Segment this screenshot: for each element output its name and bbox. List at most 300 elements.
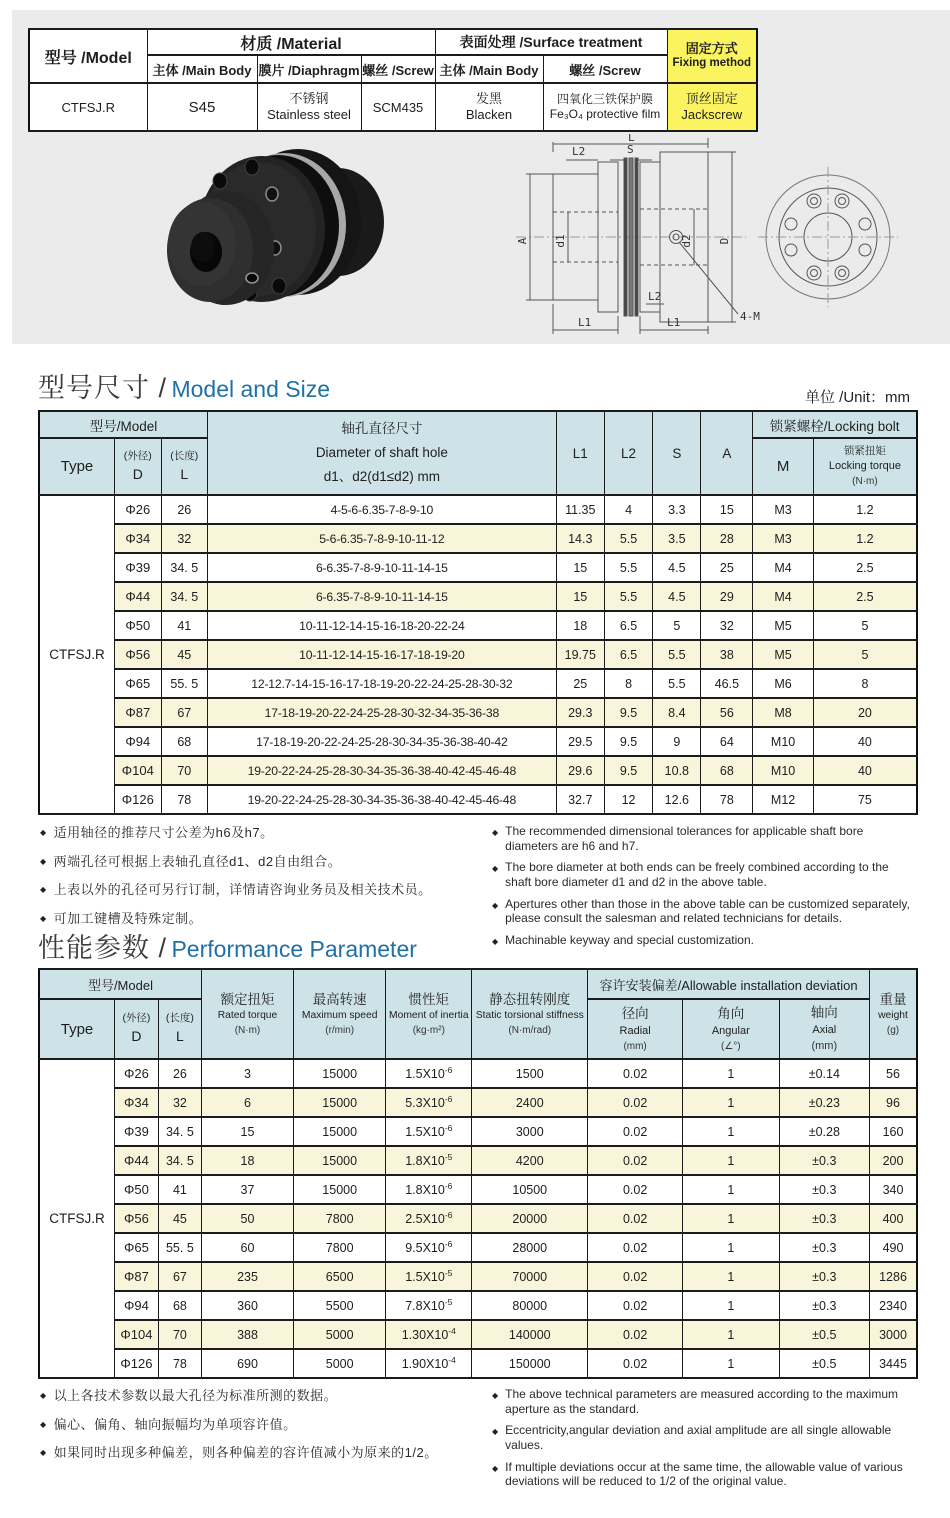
size-table	[38, 410, 918, 815]
note-item	[490, 897, 916, 926]
diamond-bullet-icon: ◆	[40, 1419, 47, 1429]
size-header-torque	[813, 438, 917, 495]
cell-a: 46.5	[701, 669, 753, 698]
cell-torque: 360	[201, 1291, 293, 1320]
diamond-bullet-icon: ◆	[492, 1427, 499, 1437]
cell-torque: 3	[201, 1059, 293, 1088]
cell-a: 32	[701, 611, 753, 640]
cell-torque: 20	[813, 698, 917, 727]
cell-s: 5.5	[653, 669, 701, 698]
size-header-l-sym: L	[180, 465, 189, 482]
product-photo	[148, 136, 400, 344]
cell-inertia: $2.5X10^{-6}$	[386, 1204, 472, 1233]
cell-inertia: $1.30X10^{-4}$	[386, 1320, 472, 1349]
note-item	[38, 853, 490, 871]
cell-angular: 1	[683, 1175, 780, 1204]
cell-s: 4.5	[653, 582, 701, 611]
cell-d: Φ94	[115, 1291, 159, 1320]
cell-s: 4.5	[653, 553, 701, 582]
cell-m: M5	[753, 640, 814, 669]
table-row	[39, 495, 917, 524]
cell-m: M4	[753, 553, 814, 582]
cell-torque: 8	[813, 669, 917, 698]
cell-l: 45	[161, 640, 208, 669]
spec-screw-value: SCM435	[361, 83, 435, 131]
cell-radial: 0.02	[588, 1233, 683, 1262]
spec-header-diaphragm: 膜片 /Diaphragm	[257, 55, 361, 83]
cell-speed: 7800	[294, 1233, 386, 1262]
table-row	[39, 727, 917, 756]
diamond-bullet-icon: ◆	[40, 885, 47, 895]
perf-header-inertia	[386, 969, 472, 1059]
perf-header-axial	[779, 999, 869, 1059]
spec-header-screw: 螺丝 /Screw	[361, 55, 435, 83]
cell-m: M8	[753, 698, 814, 727]
cell-radial: 0.02	[588, 1291, 683, 1320]
table-row	[39, 1204, 917, 1233]
size-header-torque-zh: 锁紧扭矩	[843, 444, 886, 457]
cell-m: M3	[753, 524, 814, 553]
cell-weight: 2340	[870, 1291, 917, 1320]
cell-holes: 12-12.7-14-15-16-17-18-19-20-22-24-25-28-30-32	[208, 669, 557, 698]
cell-l2: 4	[604, 495, 652, 524]
perf-header-angular-unit: (∠°)	[720, 1040, 741, 1052]
spec-model-value: CTFSJ.R	[29, 83, 147, 131]
perf-notes	[38, 1387, 916, 1496]
cell-d: Φ56	[115, 640, 162, 669]
cell-torque: 1.2	[813, 495, 917, 524]
cell-holes: 10-11-12-14-15-16-17-18-19-20	[208, 640, 557, 669]
perf-header-l-sym: L	[176, 1028, 184, 1045]
spec-surface-main-en: Blacken	[465, 107, 513, 122]
dim-label-L1-left: L1	[578, 316, 592, 329]
table-row	[39, 1262, 917, 1291]
perf-header-rated-en: Rated torque	[217, 1010, 278, 1022]
perf-header-d-sym: D	[131, 1028, 142, 1045]
cell-l2: 5.5	[604, 553, 652, 582]
spec-header-fixing	[667, 29, 757, 83]
cell-l: 26	[158, 1059, 201, 1088]
perf-header-speed-en: Maximum speed	[301, 1010, 378, 1022]
cell-inertia: $1.5X10^{-5}$	[386, 1262, 472, 1291]
size-header-l	[161, 438, 208, 495]
cell-s: 12.6	[653, 785, 701, 814]
perf-header-inertia-zh: 惯性矩	[408, 991, 450, 1007]
spec-surface-main-value	[435, 83, 543, 131]
size-header-locking-group: 锁紧螺栓/Locking bolt	[753, 411, 917, 438]
table-row	[39, 1146, 917, 1175]
cell-torque: 40	[813, 727, 917, 756]
dim-label-4M: 4-M	[740, 310, 760, 323]
perf-header-l	[158, 999, 201, 1059]
cell-inertia: $9.5X10^{-6}$	[386, 1233, 472, 1262]
cell-m: M12	[753, 785, 814, 814]
cell-stiffness: 80000	[472, 1291, 588, 1320]
size-header-a: A	[701, 411, 753, 495]
size-header-m: M	[753, 438, 814, 495]
diamond-bullet-icon: ◆	[492, 900, 499, 910]
note-text: 可加工键槽及特殊定制。	[53, 910, 203, 926]
spec-header-material: 材质 /Material	[147, 29, 435, 55]
spec-header-surface-screw: 螺丝 /Screw	[543, 55, 667, 83]
cell-radial: 0.02	[588, 1059, 683, 1088]
cell-speed: 15000	[294, 1117, 386, 1146]
cell-stiffness: 28000	[472, 1233, 588, 1262]
diamond-bullet-icon: ◆	[492, 828, 499, 837]
cell-torque: 50	[201, 1204, 293, 1233]
note-text: 两端孔径可根据上表轴孔直径d1、d2自由组合。	[53, 853, 342, 869]
cell-l: 78	[161, 785, 208, 814]
cell-d: Φ87	[115, 1262, 159, 1291]
cell-axial: ±0.5	[779, 1320, 869, 1349]
cell-torque: 235	[201, 1262, 293, 1291]
cell-a: 38	[701, 640, 753, 669]
perf-header-weight-unit: (g)	[886, 1024, 900, 1036]
perf-header-model-group: 型号/Model	[39, 969, 201, 999]
cell-stiffness: 20000	[472, 1204, 588, 1233]
cell-angular: 1	[683, 1233, 780, 1262]
size-header-shaft-en: Diameter of shaft hole	[315, 444, 448, 460]
table-row	[39, 524, 917, 553]
cell-axial: ±0.3	[779, 1291, 869, 1320]
cell-l: 55. 5	[161, 669, 208, 698]
cell-speed: 15000	[294, 1175, 386, 1204]
dim-label-D: D	[718, 237, 731, 245]
perf-header-rated-unit: (N·m)	[234, 1024, 261, 1036]
spec-header-fixing-zh: 固定方式	[685, 41, 738, 57]
cell-speed: 5000	[294, 1349, 386, 1378]
spec-table	[28, 28, 758, 132]
perf-header-weight-zh: 重量	[879, 991, 907, 1007]
perf-header-d	[115, 999, 159, 1059]
size-header-l-small: (长度)	[170, 449, 199, 462]
cell-l: 68	[158, 1291, 201, 1320]
cell-torque: 18	[201, 1146, 293, 1175]
cell-d: Φ26	[115, 1059, 159, 1088]
cell-l1: 29.5	[556, 727, 604, 756]
cell-holes: 17-18-19-20-22-24-25-28-30-32-34-35-36-38	[208, 698, 557, 727]
cell-d: Φ39	[115, 1117, 159, 1146]
cell-torque: 2.5	[813, 582, 917, 611]
perf-notes-en	[490, 1387, 916, 1496]
cell-axial: ±0.3	[779, 1175, 869, 1204]
cell-l1: 15	[556, 582, 604, 611]
cell-l: 67	[161, 698, 208, 727]
perf-header-stiff-en: Static torsional stiffness	[475, 1010, 584, 1022]
note-item	[490, 1387, 916, 1416]
perf-header-speed-zh: 最高转速	[312, 991, 367, 1007]
cell-d: Φ39	[115, 553, 162, 582]
table-row	[39, 698, 917, 727]
note-item	[490, 860, 916, 889]
table-row	[39, 1117, 917, 1146]
cell-axial: ±0.14	[779, 1059, 869, 1088]
cell-l: 70	[161, 756, 208, 785]
table-row	[39, 582, 917, 611]
perf-table	[38, 968, 918, 1379]
cell-d: Φ44	[115, 1146, 159, 1175]
cell-radial: 0.02	[588, 1146, 683, 1175]
cell-d: Φ34	[115, 524, 162, 553]
spec-header-surface-main: 主体 /Main Body	[435, 55, 543, 83]
perf-header-speed-unit: (r/min)	[325, 1024, 355, 1036]
note-text: The bore diameter at both ends can be freely combined according to the shaft bore diameter d1 and d2 in the above table.	[505, 860, 889, 889]
perf-header-axial-en: Axial	[812, 1023, 837, 1036]
cell-l: 68	[161, 727, 208, 756]
cell-stiffness: 10500	[472, 1175, 588, 1204]
cell-l2: 6.5	[604, 640, 652, 669]
dim-label-L1-right: L1	[667, 316, 681, 329]
table-row	[39, 640, 917, 669]
cell-inertia: $7.8X10^{-5}$	[386, 1291, 472, 1320]
cell-d: Φ104	[115, 756, 162, 785]
note-text: Apertures other than those in the above table can be customized separately, please consult the salesman and related technicians for details.	[505, 896, 910, 926]
table-row	[39, 756, 917, 785]
note-item	[38, 910, 490, 928]
size-header-l2: L2	[604, 411, 652, 495]
diamond-bullet-icon: ◆	[492, 1463, 499, 1473]
note-item	[38, 1444, 490, 1462]
cell-stiffness: 1500	[472, 1059, 588, 1088]
dim-label-S: S	[627, 143, 634, 156]
spec-diaphragm-en: Stainless steel	[267, 107, 351, 122]
cell-weight: 200	[870, 1146, 917, 1175]
cell-s: 8.4	[653, 698, 701, 727]
cell-weight: 56	[870, 1059, 917, 1088]
cell-s: 5	[653, 611, 701, 640]
cell-l1: 25	[556, 669, 604, 698]
spec-surface-screw-zh: 四氧化三铁保护膜	[557, 92, 654, 106]
note-item	[490, 933, 916, 948]
cell-m: M4	[753, 582, 814, 611]
unit-label: 单位 /Unit：mm	[804, 389, 910, 406]
cell-holes: 19-20-22-24-25-28-30-34-35-36-38-40-42-45-46-48	[208, 785, 557, 814]
size-section-title	[38, 366, 330, 402]
cell-l: 26	[161, 495, 208, 524]
cell-inertia: $1.8X10^{-6}$	[386, 1175, 472, 1204]
table-row	[39, 785, 917, 814]
cell-l: 32	[161, 524, 208, 553]
cell-l1: 29.6	[556, 756, 604, 785]
perf-header-d-small: (外径)	[122, 1012, 151, 1025]
spec-diaphragm-value	[257, 83, 361, 131]
note-item	[490, 1460, 916, 1489]
cell-a: 68	[701, 756, 753, 785]
note-text: 以上各技术参数以最大孔径为标准所测的数据。	[53, 1388, 338, 1403]
note-text: If multiple deviations occur at the same time, the allowable value of various deviations will be reduced to 1/2 of the original value.	[505, 1459, 903, 1489]
cell-s: 3.5	[653, 524, 701, 553]
cell-l2: 12	[604, 785, 652, 814]
cell-torque: 690	[201, 1349, 293, 1378]
table-row	[39, 1233, 917, 1262]
cell-l2: 5.5	[604, 582, 652, 611]
cell-axial: ±0.3	[779, 1146, 869, 1175]
diamond-bullet-icon: ◆	[40, 1391, 47, 1400]
perf-header-stiff-zh: 静态扭转刚度	[489, 991, 571, 1007]
cell-d: Φ126	[115, 785, 162, 814]
cell-a: 25	[701, 553, 753, 582]
cell-torque: 37	[201, 1175, 293, 1204]
cell-angular: 1	[683, 1204, 780, 1233]
cell-l: 34. 5	[158, 1146, 201, 1175]
spec-header-surface: 表面处理 /Surface treatment	[435, 29, 667, 55]
spec-header-main-body: 主体 /Main Body	[147, 55, 257, 83]
cell-m: M3	[753, 495, 814, 524]
cell-l: 70	[158, 1320, 201, 1349]
diamond-bullet-icon: ◆	[492, 1391, 499, 1400]
cell-d: Φ50	[115, 1175, 159, 1204]
size-header-d	[115, 438, 162, 495]
perf-header-angular-en: Angular	[711, 1024, 750, 1037]
cell-d: Φ104	[115, 1320, 159, 1349]
perf-title-en: Performance Parameter	[171, 936, 417, 962]
table-row	[39, 611, 917, 640]
note-text: 偏心、偏角、轴向振幅均为单项容许值。	[53, 1416, 297, 1432]
note-item	[38, 881, 490, 899]
cell-d: Φ65	[115, 669, 162, 698]
cell-holes: 6-6.35-7-8-9-10-11-14-15	[208, 553, 557, 582]
spec-header-fixing-en: Fixing method	[672, 56, 752, 69]
spec-surface-screw-value	[543, 83, 667, 131]
cell-weight: 400	[870, 1204, 917, 1233]
cell-l1: 14.3	[556, 524, 604, 553]
cell-inertia: $1.5X10^{-6}$	[386, 1059, 472, 1088]
cell-holes: 10-11-12-14-15-16-18-20-22-24	[208, 611, 557, 640]
cell-stiffness: 3000	[472, 1117, 588, 1146]
cell-d: Φ44	[115, 582, 162, 611]
spec-fixing-zh: 顶丝固定	[685, 90, 738, 106]
spec-surface-screw-en: Fe₃O₄ protective film	[549, 107, 661, 121]
cell-l2: 9.5	[604, 756, 652, 785]
cell-l2: 6.5	[604, 611, 652, 640]
cell-holes: 17-18-19-20-22-24-25-28-30-34-35-36-38-40-42	[208, 727, 557, 756]
perf-header-rated-zh: 额定扭矩	[220, 991, 275, 1007]
perf-header-axial-zh: 轴向	[810, 1005, 838, 1021]
table-row	[39, 1059, 917, 1088]
dim-label-L: L	[628, 134, 635, 144]
cell-l: 45	[158, 1204, 201, 1233]
cell-l2: 5.5	[604, 524, 652, 553]
cell-angular: 1	[683, 1349, 780, 1378]
cell-axial: ±0.23	[779, 1088, 869, 1117]
cell-l1: 15	[556, 553, 604, 582]
cell-torque: 6	[201, 1088, 293, 1117]
cell-radial: 0.02	[588, 1349, 683, 1378]
cell-holes: 5-6-6.35-7-8-9-10-11-12	[208, 524, 557, 553]
perf-header-inertia-unit: (kg·m²)	[412, 1024, 445, 1036]
cell-axial: ±0.5	[779, 1349, 869, 1378]
cell-torque: 75	[813, 785, 917, 814]
cell-speed: 7800	[294, 1204, 386, 1233]
cell-speed: 6500	[294, 1262, 386, 1291]
cell-l2: 9.5	[604, 698, 652, 727]
cell-radial: 0.02	[588, 1204, 683, 1233]
size-notes-en	[490, 824, 916, 954]
cell-a: 56	[701, 698, 753, 727]
cell-torque: 1.2	[813, 524, 917, 553]
perf-header-l-small: (长度)	[165, 1012, 194, 1025]
cell-s: 3.3	[653, 495, 701, 524]
cell-l: 41	[158, 1175, 201, 1204]
perf-title-zh: 性能参数 /	[38, 933, 168, 963]
cell-l: 67	[158, 1262, 201, 1291]
diamond-bullet-icon: ◆	[492, 936, 499, 946]
dim-label-d2: d2	[680, 234, 693, 248]
cell-axial: ±0.3	[779, 1262, 869, 1291]
table-row	[39, 553, 917, 582]
size-header-model-group: 型号/Model	[39, 411, 208, 438]
diamond-bullet-icon: ◆	[40, 828, 47, 837]
cell-inertia: $1.8X10^{-5}$	[386, 1146, 472, 1175]
cell-l: 78	[158, 1349, 201, 1378]
type-label: CTFSJ.R	[39, 495, 115, 814]
cell-stiffness: 2400	[472, 1088, 588, 1117]
perf-header-radial	[588, 999, 683, 1059]
table-row	[39, 1175, 917, 1204]
cell-m: M10	[753, 756, 814, 785]
cell-l: 32	[158, 1088, 201, 1117]
cell-l1: 18	[556, 611, 604, 640]
cell-torque: 5	[813, 611, 917, 640]
cell-radial: 0.02	[588, 1175, 683, 1204]
cell-l: 41	[161, 611, 208, 640]
perf-header-axial-unit: (mm)	[811, 1039, 838, 1052]
cell-speed: 15000	[294, 1146, 386, 1175]
note-item	[490, 824, 916, 853]
perf-header-radial-unit: (mm)	[623, 1040, 647, 1052]
technical-drawing	[498, 134, 910, 342]
cell-d: Φ94	[115, 727, 162, 756]
size-header-shaft-range: d1、d2(d1≤d2) mm	[323, 469, 440, 485]
cell-torque: 40	[813, 756, 917, 785]
cell-axial: ±0.3	[779, 1204, 869, 1233]
cell-a: 78	[701, 785, 753, 814]
cell-m: M6	[753, 669, 814, 698]
perf-header-stiff-unit: (N·m/rad)	[508, 1024, 552, 1036]
cell-angular: 1	[683, 1059, 780, 1088]
cell-inertia: $1.90X10^{-4}$	[386, 1349, 472, 1378]
cell-radial: 0.02	[588, 1320, 683, 1349]
cell-angular: 1	[683, 1146, 780, 1175]
cell-axial: ±0.28	[779, 1117, 869, 1146]
cell-d: Φ126	[115, 1349, 159, 1378]
diamond-bullet-icon: ◆	[40, 856, 47, 866]
perf-header-radial-zh: 径向	[621, 1006, 649, 1021]
cell-angular: 1	[683, 1262, 780, 1291]
spec-fixing-en: Jackscrew	[681, 107, 743, 122]
cell-d: Φ34	[115, 1088, 159, 1117]
cell-m: M5	[753, 611, 814, 640]
perf-header-angular	[683, 999, 780, 1059]
perf-header-inertia-en: Moment of inertia	[389, 1010, 469, 1022]
cell-l1: 11.35	[556, 495, 604, 524]
cell-torque: 5	[813, 640, 917, 669]
dim-label-A: A	[516, 237, 529, 245]
cell-inertia: $5.3X10^{-6}$	[386, 1088, 472, 1117]
table-row	[39, 1088, 917, 1117]
spec-surface-main-zh: 发黑	[475, 90, 502, 106]
cell-weight: 1286	[870, 1262, 917, 1291]
dim-label-L2-top: L2	[572, 145, 586, 158]
cell-torque: 60	[201, 1233, 293, 1262]
cell-weight: 490	[870, 1233, 917, 1262]
note-item	[38, 824, 490, 842]
cell-stiffness: 140000	[472, 1320, 588, 1349]
cell-l2: 9.5	[604, 727, 652, 756]
cell-stiffness: 150000	[472, 1349, 588, 1378]
cell-speed: 15000	[294, 1059, 386, 1088]
note-text: Eccentricity,angular deviation and axial amplitude are all single allowable values.	[505, 1423, 892, 1452]
